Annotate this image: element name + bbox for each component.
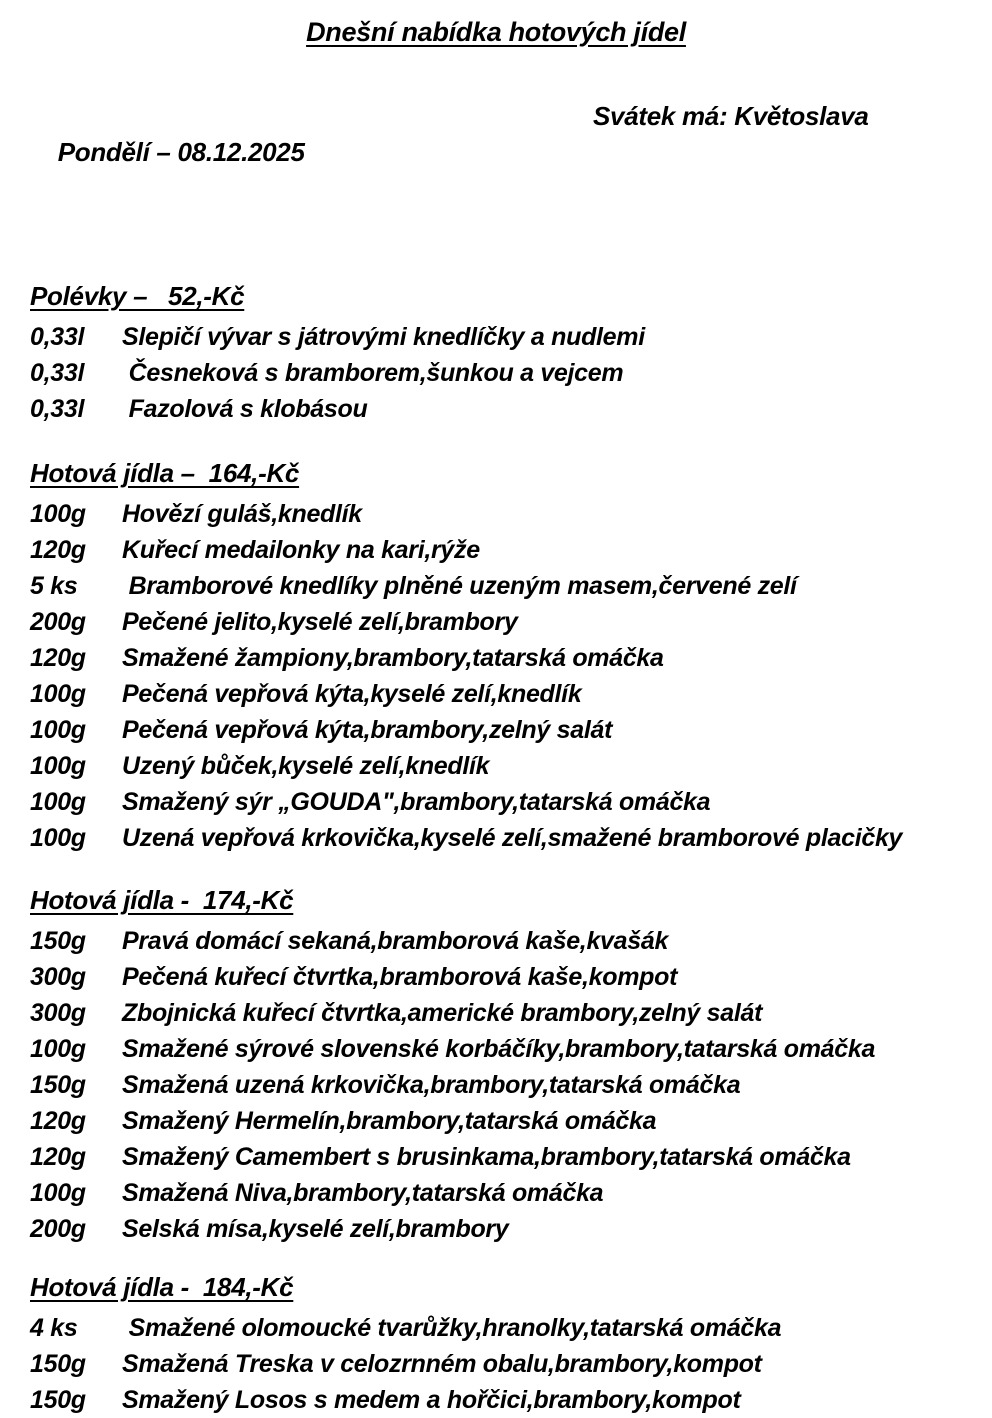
- item-quantity: 100g: [30, 1035, 86, 1063]
- item-quantity: 100g: [30, 500, 86, 528]
- menu-item-row: [30, 1175, 992, 1211]
- menu-item-row: [30, 1067, 992, 1103]
- item-quantity: 100g: [30, 788, 86, 816]
- item-name: Smažený sýr „GOUDA",brambory,tatarská omáčka: [122, 788, 711, 816]
- menu-item-row: [30, 319, 992, 355]
- item-quantity: 150g: [30, 1386, 86, 1414]
- menu-item-row: [30, 676, 992, 712]
- item-quantity: 120g: [30, 1143, 86, 1171]
- section-heading-184: Hotová jídla - 184,-Kč: [30, 1272, 294, 1302]
- item-quantity: 100g: [30, 752, 86, 780]
- item-quantity: 100g: [30, 1179, 86, 1207]
- item-quantity: 150g: [30, 1071, 86, 1099]
- menu-item-row: [30, 496, 992, 532]
- item-name: Smažené olomoucké tvarůžky,hranolky,tatarská omáčka: [122, 1314, 782, 1342]
- menu-item-row: [30, 1382, 992, 1418]
- item-quantity: 300g: [30, 999, 86, 1027]
- item-quantity: 100g: [30, 680, 86, 708]
- item-name: Selská mísa,kyselé zelí,brambory: [122, 1215, 509, 1243]
- item-quantity: 300g: [30, 963, 86, 991]
- item-quantity: 120g: [30, 644, 86, 672]
- menu-item-row: [30, 748, 992, 784]
- item-quantity: 5 ks: [30, 572, 78, 600]
- item-quantity: 200g: [30, 1215, 86, 1243]
- item-name: Pravá domácí sekaná,bramborová kaše,kvašák: [122, 927, 669, 955]
- item-quantity: 4 ks: [30, 1314, 78, 1342]
- menu-item-row: [30, 1031, 992, 1067]
- item-name: Uzená vepřová krkovička,kyselé zelí,smažené bramborové placičky: [122, 824, 903, 852]
- section-mains-174: [30, 856, 992, 1247]
- item-quantity: 150g: [30, 927, 86, 955]
- date-row: [30, 98, 992, 242]
- item-quantity: 120g: [30, 536, 86, 564]
- section-mains-184: [30, 1247, 992, 1418]
- item-name: Slepičí vývar s játrovými knedlíčky a nudlemi: [122, 323, 645, 351]
- section-mains-164: [30, 427, 992, 856]
- item-name: Pečené jelito,kyselé zelí,brambory: [122, 608, 518, 636]
- item-name: Fazolová s klobásou: [122, 395, 368, 423]
- item-name: Smažené žampiony,brambory,tatarská omáčka: [122, 644, 664, 672]
- menu-item-row: [30, 355, 992, 391]
- item-name: Bramborové knedlíky plněné uzeným masem,červené zelí: [122, 572, 797, 600]
- item-quantity: 100g: [30, 716, 86, 744]
- menu-item-row: [30, 923, 992, 959]
- menu-item-row: [30, 532, 992, 568]
- section-heading-174: Hotová jídla - 174,-Kč: [30, 885, 294, 915]
- item-name: Pečená vepřová kýta,kyselé zelí,knedlík: [122, 680, 582, 708]
- item-name: Smažený Camembert s brusinkama,brambory,tatarská omáčka: [122, 1143, 851, 1171]
- menu-item-row: [30, 1103, 992, 1139]
- menu-item-row: [30, 784, 992, 820]
- item-name: Smažený Losos s medem a hořčici,brambory,kompot: [122, 1386, 741, 1414]
- section-heading-164: Hotová jídla – 164,-Kč: [30, 458, 300, 488]
- menu-item-row: [30, 640, 992, 676]
- date-label: Pondělí – 08.12.2025: [57, 137, 305, 167]
- item-name: Česneková s bramborem,šunkou a vejcem: [122, 359, 624, 387]
- item-name: Kuřecí medailonky na kari,rýže: [122, 536, 480, 564]
- item-name: Hovězí guláš,knedlík: [122, 500, 362, 528]
- menu-item-row: [30, 1310, 992, 1346]
- menu-item-row: [30, 568, 992, 604]
- item-quantity: 150g: [30, 1350, 86, 1378]
- page-title: Dnešní nabídka hotových jídel: [306, 17, 686, 47]
- menu-item-row: [30, 604, 992, 640]
- item-quantity: 0,33l: [30, 395, 85, 423]
- item-name: Pečená kuřecí čtvrtka,bramborová kaše,kompot: [122, 963, 678, 991]
- section-heading-soups: Polévky – 52,-Kč: [30, 281, 245, 311]
- menu-item-row: [30, 959, 992, 995]
- item-name: Pečená vepřová kýta,brambory,zelný salát: [122, 716, 613, 744]
- item-name: Zbojnická kuřecí čtvrtka,americké brambory,zelný salát: [122, 999, 763, 1027]
- menu-item-row: [30, 1346, 992, 1382]
- item-quantity: 100g: [30, 824, 86, 852]
- menu-item-row: [30, 1139, 992, 1175]
- item-name: Uzený bůček,kyselé zelí,knedlík: [122, 752, 490, 780]
- item-name: Smažená uzená krkovička,brambory,tatarská omáčka: [122, 1071, 741, 1099]
- item-name: Smažená Niva,brambory,tatarská omáčka: [122, 1179, 604, 1207]
- menu-item-row: [30, 820, 992, 856]
- item-quantity: 0,33l: [30, 359, 85, 387]
- item-name: Smažený Hermelín,brambory,tatarská omáčka: [122, 1107, 657, 1135]
- menu-item-row: [30, 712, 992, 748]
- item-quantity: 120g: [30, 1107, 86, 1135]
- item-name: Smažené sýrové slovenské korbáčíky,brambory,tatarská omáčka: [122, 1035, 876, 1063]
- item-quantity: 200g: [30, 608, 86, 636]
- menu-item-row: [30, 1211, 992, 1247]
- section-soups: [30, 242, 992, 427]
- item-name: Smažená Treska v celozrnném obalu,brambory,kompot: [122, 1350, 762, 1378]
- menu-item-row: [30, 995, 992, 1031]
- item-quantity: 0,33l: [30, 323, 85, 351]
- menu-item-row: [30, 391, 992, 427]
- nameday-label: Svátek má: Květoslava: [593, 101, 869, 131]
